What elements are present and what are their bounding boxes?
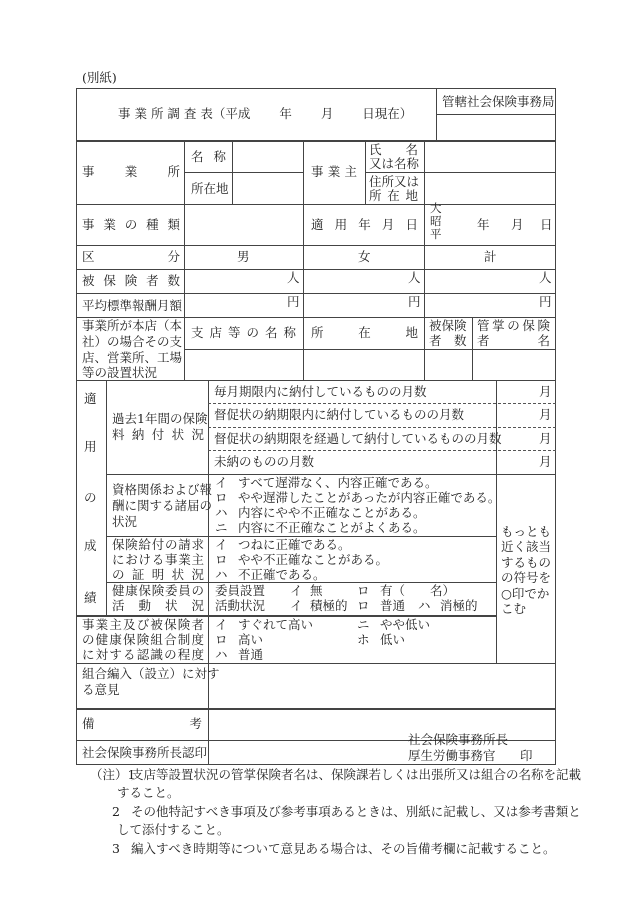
payment-row: 督促状の納期限内に納付しているものの月数 [214, 407, 465, 422]
address-label: 所在地 [191, 181, 229, 196]
option-text: 高い [238, 632, 264, 647]
option-text: やや低い [380, 617, 431, 632]
payment-label: 料納付状況 [112, 427, 204, 442]
era-taisho: 大 [430, 201, 442, 215]
option-text: 普通 [238, 647, 264, 662]
awareness-label: の健康保険組合制度 [82, 632, 204, 647]
divider [303, 140, 304, 380]
unit-yen: 円 [408, 294, 421, 309]
option-text: 無 [310, 583, 323, 598]
option-text: 内容にやや不正確なことがある。 [238, 505, 426, 520]
branch-insurer-header: 管掌の保険 [477, 318, 550, 333]
unit-person: 人 [408, 270, 421, 285]
note-number: 3 [112, 841, 120, 856]
option-mark[interactable]: イ [215, 617, 228, 632]
divider [208, 427, 556, 428]
instruction-text: もっとも [501, 524, 552, 539]
option-text: 有（ 名） [380, 583, 456, 598]
unit-month: 月 [539, 384, 552, 399]
branches-label: 事業所が本店（本 [82, 318, 183, 333]
note-text: すること。 [117, 785, 180, 800]
option-text: やや遅滞したことがあったが内容正確である。 [238, 490, 501, 505]
note-text: その他特記すべき事項及び参考事項あるときは、別紙に記載し、又は参考書類と [131, 804, 581, 819]
category-label: 区分 [82, 249, 180, 264]
divider [76, 293, 556, 294]
option-mark[interactable]: イ [290, 598, 303, 613]
day-label: 日 [540, 217, 553, 232]
option-mark[interactable]: ニ [215, 520, 228, 535]
option-text: すべて遅滞なく、内容正確である。 [238, 475, 438, 490]
branch-name-header: 支店等の名称 [191, 325, 296, 340]
option-text: 不正確である。 [238, 567, 326, 582]
branch-count-header: 被保険 [429, 318, 467, 333]
notification-label: 酬に関する諸届の [112, 498, 213, 513]
option-mark[interactable]: ホ [357, 632, 370, 647]
benefit-claim-label: 保険給付の請求 [112, 537, 204, 552]
option-mark[interactable]: ハ [418, 598, 431, 613]
option-mark[interactable]: ハ [215, 505, 228, 520]
option-mark[interactable]: イ [290, 583, 303, 598]
note-number: （注）1 [90, 767, 136, 782]
committee-label: 活動状況 [112, 598, 204, 613]
seal-mark: 印 [520, 748, 533, 763]
unit-person: 人 [539, 270, 552, 285]
instruction-text: ○印でか [501, 586, 550, 601]
option-text: 消極的 [440, 598, 478, 613]
unit-yen: 円 [287, 294, 300, 309]
unit-month: 月 [539, 454, 552, 469]
benefit-claim-label: における事業主 [112, 552, 204, 567]
awareness-label: に対する認識の程度 [82, 647, 204, 662]
benefit-claim-label: の証明状況 [112, 567, 204, 582]
divider [208, 403, 556, 404]
note-text: 支店等設置状況の管掌保険者名は、保険課若しくは出張所又は組合の名称を記載 [131, 767, 582, 782]
divider [76, 269, 556, 270]
insured-count-label: 被保険者数 [82, 273, 180, 288]
unit-month: 月 [539, 407, 552, 422]
option-text: つねに正確である。 [238, 537, 351, 552]
unit-month: 月 [539, 431, 552, 446]
establishment-name-field[interactable] [233, 141, 302, 171]
option-mark[interactable]: イ [215, 475, 228, 490]
opinion-field[interactable] [209, 664, 555, 707]
divider [472, 317, 473, 380]
evaluation-side-label: 用 [84, 439, 97, 454]
divider [76, 245, 556, 246]
office-label: 管轄社会保険事務局 [442, 94, 555, 109]
establishment-address-field[interactable] [233, 173, 302, 203]
year-label: 年 [477, 217, 490, 232]
payment-row: 毎月期限内に納付しているものの月数 [214, 384, 427, 399]
notification-label: 状況 [112, 514, 138, 529]
divider [184, 140, 185, 380]
instruction-text: するもの [501, 555, 552, 570]
divider [496, 380, 497, 663]
month-label: 月 [511, 217, 524, 232]
opinion-label: る意見 [82, 682, 120, 697]
branches-label: 社）の場合その支 [82, 334, 183, 349]
era-showa: 昭 [430, 214, 442, 228]
attachment-label: (別紙) [82, 70, 117, 85]
evaluation-side-label: 成 [84, 538, 97, 553]
option-mark[interactable]: ロ [215, 490, 228, 505]
option-mark[interactable]: ニ [357, 617, 370, 632]
instruction-text: の符号を [501, 570, 552, 585]
apply-date-label: 適用年月日 [311, 217, 418, 232]
payment-row: 未納のものの月数 [214, 454, 315, 469]
evaluation-side-label: 績 [84, 590, 97, 605]
male-header: 男 [237, 249, 250, 264]
option-mark[interactable]: ロ [357, 598, 370, 613]
era-heisei: 平 [430, 227, 442, 241]
opinion-label: 組合編入（設立）に対す [82, 666, 220, 681]
establishment-label: 事業所 [82, 164, 180, 179]
owner-address-field[interactable] [425, 173, 555, 203]
option-text: 内容に不正確なことがよくある。 [238, 520, 426, 535]
option-mark[interactable]: イ [215, 537, 228, 552]
unit-person: 人 [287, 270, 300, 285]
name-label: 名称 [191, 149, 226, 164]
unit-yen: 円 [539, 294, 552, 309]
notification-label: 資格関係および報 [112, 482, 213, 497]
option-mark[interactable]: ロ [357, 583, 370, 598]
payment-label: 過去1年間の保険 [112, 411, 208, 426]
option-mark[interactable]: ロ [215, 552, 228, 567]
option-mark[interactable]: ハ [215, 567, 228, 582]
branches-label: 等の設置状況 [82, 365, 158, 380]
female-header: 女 [358, 249, 371, 264]
divider [208, 450, 556, 451]
option-mark[interactable]: ロ [215, 632, 228, 647]
option-mark[interactable]: ハ [215, 647, 228, 662]
owner-label: 事業主 [311, 164, 357, 179]
avg-salary-label: 平均標準報酬月額 [82, 298, 183, 313]
committee-label: 健康保険委員の [112, 583, 204, 598]
owner-address-label: 所在地 [369, 188, 418, 203]
approval-officer: 厚生労働事務官 [408, 748, 496, 763]
option-text: 低い [380, 632, 406, 647]
branch-address-header: 所在地 [311, 325, 418, 340]
branch-count-header: 者 数 [429, 333, 467, 348]
divider [184, 349, 556, 350]
note-number: 2 [112, 804, 120, 819]
instruction-text: 近く該当 [501, 539, 552, 554]
approval-label: 社会保険事務所長認印 [82, 745, 208, 760]
divider [106, 380, 107, 615]
owner-name-field[interactable] [425, 141, 555, 171]
note-text: 編入すべき時期等について意見ある場合は、その旨備考欄に記載すること。 [131, 841, 556, 856]
option-text: やや不正確なことがある。 [238, 552, 389, 567]
remarks-label: 備考 [82, 716, 202, 731]
option-text: 普通 [380, 598, 406, 613]
option-text: すぐれて高い [238, 617, 314, 632]
branches-label: 店、営業所、工場 [82, 350, 183, 365]
divider [76, 204, 556, 205]
instruction-text: こむ [501, 601, 527, 616]
owner-name-label: 氏名 [369, 142, 418, 157]
evaluation-side-label: の [84, 490, 97, 505]
payment-row: 督促状の納期限を経過して納付しているものの月数 [214, 431, 502, 446]
total-header: 計 [484, 249, 497, 264]
office-field[interactable] [437, 115, 555, 139]
form-title: 事 業 所 調 査 表（平成 年 月 日現在） [118, 106, 413, 121]
option-text: 積極的 [310, 598, 348, 613]
committee-activity-label: 活動状況 [215, 598, 266, 613]
branch-insurer-header: 者名 [477, 333, 550, 348]
awareness-label: 事業主及び被保険者 [82, 617, 204, 632]
committee-setup-label: 委員設置 [215, 583, 266, 598]
note-text: して添付すること。 [117, 822, 230, 837]
approval-title: 社会保険事務所長 [408, 732, 509, 747]
owner-name-label: 又は名称 [369, 156, 420, 171]
business-type-label: 事業の種類 [82, 217, 180, 232]
owner-address-label: 住所又は [369, 174, 420, 189]
evaluation-side-label: 適 [84, 391, 97, 406]
